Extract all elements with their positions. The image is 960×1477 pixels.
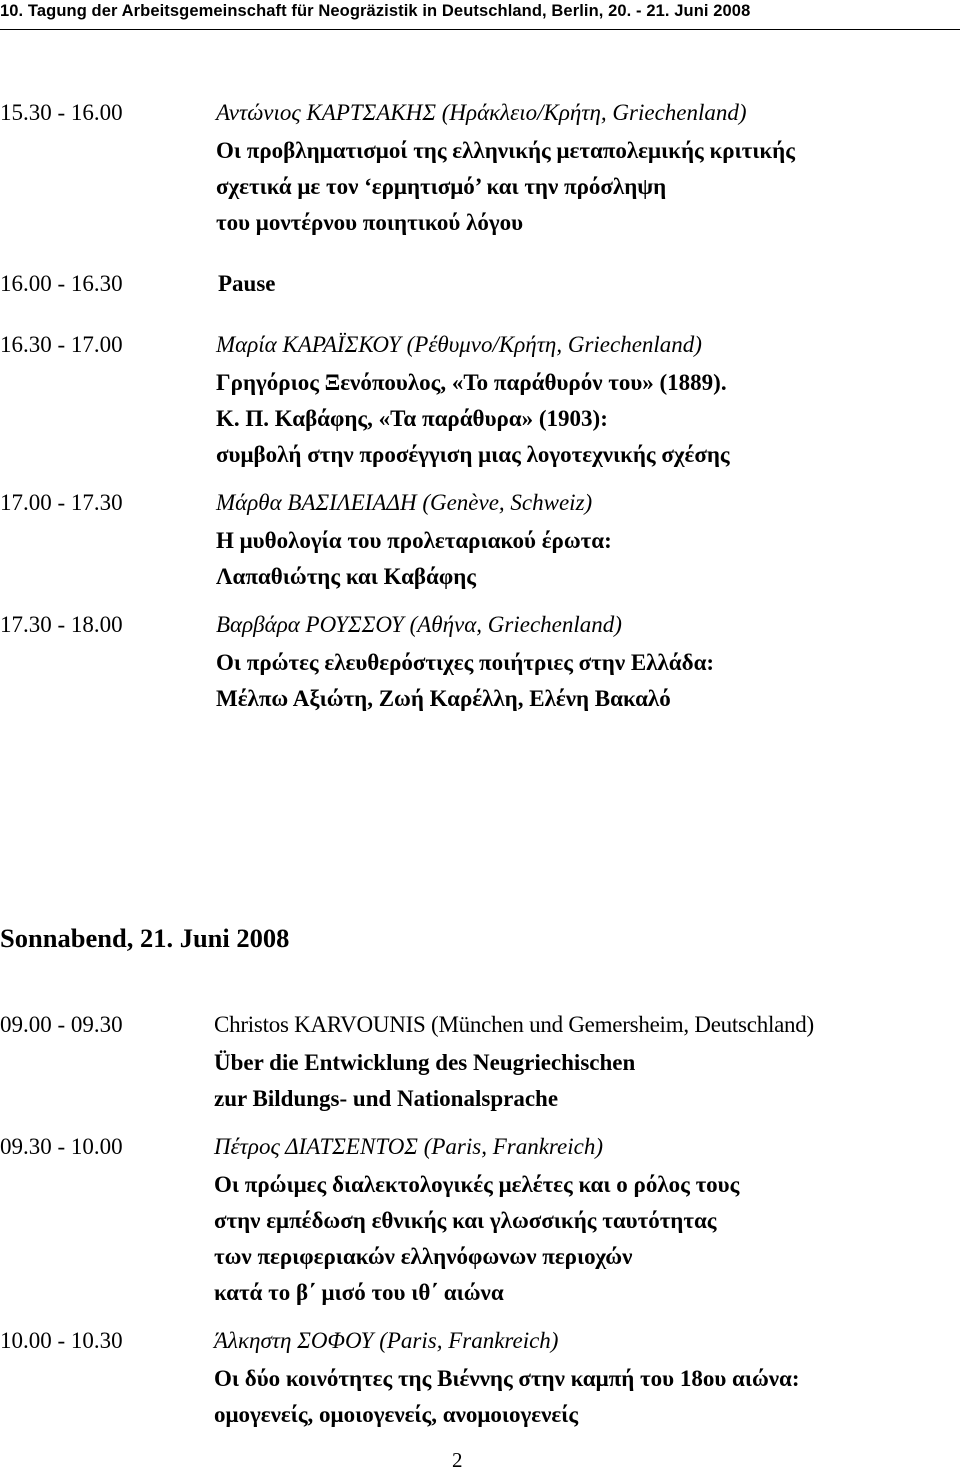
session-title-line: Γρηγόριος Ξενόπουλος, «Το παράθυρόν του» (1889). — [216, 370, 727, 395]
running-header: 10. Tagung der Arbeitsgemeinschaft für Neogräzistik in Deutschland, Berlin, 20. - 21. Juni 2008 — [0, 2, 751, 20]
session-title — [216, 365, 730, 473]
session-title — [214, 1361, 800, 1433]
session-title-line: Οι πρώτες ελευθερόστιχες ποιήτριες στην Ελλάδα: — [216, 650, 715, 675]
session-title-line: Η μυθολογία του προλεταριακού έρωτα: — [216, 528, 612, 553]
session-title-line: του μοντέρνου ποιητικού λόγου — [216, 210, 524, 235]
session-speaker: Βαρβάρα ΡΟΥΣΣΟΥ (Αθήνα, Griechenland) — [216, 612, 622, 637]
session-time: 16.30 - 17.00 — [0, 332, 123, 357]
session-title-line: Μέλπω Αξιώτη, Ζωή Καρέλλη, Ελένη Βακαλό — [216, 686, 671, 711]
session-title-line: ομογενείς, ομοιογενείς, ανομοιογενείς — [214, 1402, 579, 1427]
page-number: 2 — [452, 1448, 463, 1472]
session-title-line: Οι πρώιμες διαλεκτολογικές μελέτες και ο ρόλος τους — [214, 1172, 740, 1197]
session-title-line: Κ. Π. Καβάφης, «Τα παράθυρα» (1903): — [216, 406, 608, 431]
session-title — [216, 523, 612, 595]
session-speaker: Αντώνιος ΚΑΡΤΣΑΚΗΣ (Ηράκλειο/Κρήτη, Griechenland) — [216, 100, 747, 125]
pause-label: Pause — [218, 271, 276, 296]
session-title — [216, 645, 714, 717]
session-speaker: Μάρθα ΒΑΣΙΛΕΙΑΔΗ (Genève, Schweiz) — [216, 490, 593, 515]
session-title — [214, 1045, 635, 1117]
session-title-line: κατά το β΄ μισό του ιθ΄ αιώνα — [214, 1280, 504, 1305]
session-title-line: zur Bildungs- und Nationalsprache — [214, 1086, 559, 1111]
session-title-line: στην εμπέδωση εθνικής και γλωσσικής ταυτότητας — [214, 1208, 717, 1233]
session-time: 17.30 - 18.00 — [0, 612, 123, 637]
session-speaker: Μαρία ΚΑΡΑΪΣΚΟΥ (Ρέθυμνο/Κρήτη, Griechenland) — [216, 332, 702, 357]
session-speaker: Πέτρος ΔΙΑΤΣΕΝΤΟΣ (Paris, Frankreich) — [214, 1134, 603, 1159]
session-title — [216, 133, 795, 241]
session-title-line: Οι δύο κοινότητες της Βιέννης στην καμπή του 18ου αιώνα: — [214, 1366, 800, 1391]
session-title-line: Λαπαθιώτης και Καβάφης — [216, 564, 477, 589]
session-speaker: Άλκηστη ΣΟΦΟΥ (Paris, Frankreich) — [214, 1328, 559, 1353]
session-title-line: συμβολή στην προσέγγιση μιας λογοτεχνικής σχέσης — [216, 442, 730, 467]
session-time: 09.00 - 09.30 — [0, 1012, 123, 1037]
session-title-line: Über die Entwicklung des Neugriechischen — [214, 1050, 636, 1075]
session-time: 10.00 - 10.30 — [0, 1328, 123, 1353]
day-heading: Sonnabend, 21. Juni 2008 — [0, 923, 290, 953]
session-title — [214, 1167, 739, 1311]
session-title-line: των περιφεριακών ελληνόφωνων περιοχών — [214, 1244, 633, 1269]
session-time: 15.30 - 16.00 — [0, 100, 123, 125]
header-rule — [0, 29, 960, 30]
session-title-line: Οι προβληματισμοί της ελληνικής μεταπολεμικής κριτικής — [216, 138, 795, 163]
session-time: 09.30 - 10.00 — [0, 1134, 123, 1159]
session-title-line: σχετικά με τον ‘ερμητισμό’ και την πρόσληψη — [216, 174, 667, 199]
session-time: 17.00 - 17.30 — [0, 490, 123, 515]
session-speaker: Christos KARVOUNIS (München und Gemersheim, Deutschland) — [214, 1012, 814, 1037]
session-time: 16.00 - 16.30 — [0, 271, 123, 296]
